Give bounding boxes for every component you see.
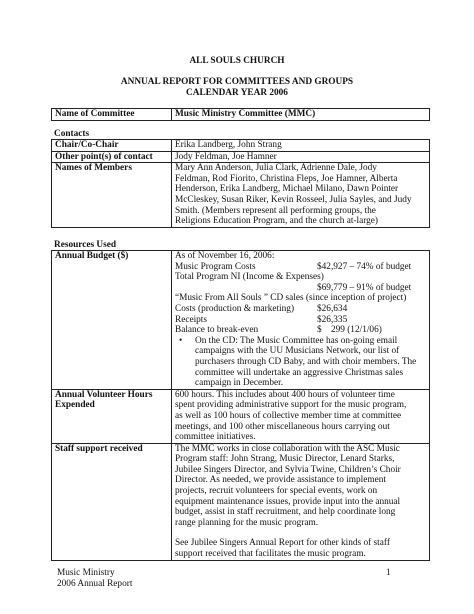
page-number: 1: [386, 568, 391, 578]
chair-label: Chair/Co-Chair: [52, 140, 172, 152]
budget-item: Music Program Costs: [175, 261, 256, 272]
bullet-icon: •: [179, 335, 183, 346]
volunteer-line: 600 hours. This includes about 400 hours of volunteer time: [175, 389, 395, 400]
staff-line: See Jubilee Singers Annual Report for other kinds of staff: [175, 538, 390, 549]
budget-amount: $ 299 (12/1/06): [317, 325, 382, 336]
budget-amount: $69,779 – 91% of budget: [317, 282, 412, 293]
volunteer-line: meetings, and 100 other miscellaneous hours carrying out: [175, 421, 390, 432]
contacts-table: [51, 139, 430, 228]
bullet-line: purchasers through CD Baby, and with choir members. The: [195, 356, 417, 367]
budget-value: [172, 251, 430, 390]
volunteer-line: spent providing administrative support for the music program,: [175, 400, 407, 411]
members-line: McCleskey, Susan Riker, Kevin Rosseel, Julia Sayles, and Judy: [175, 194, 412, 205]
contact-label: Other point(s) of contact: [52, 151, 172, 163]
staff-line: projects, recruit volunteers for special events, work on: [175, 486, 378, 497]
resources-heading: Resources Used: [54, 240, 117, 250]
budget-amount: $26,335: [317, 314, 348, 325]
contacts-heading: Contacts: [54, 129, 90, 139]
members-value: [172, 163, 430, 228]
volunteer-line: committee initiatives.: [175, 432, 256, 443]
budget-item: Costs (production & marketing): [175, 303, 295, 314]
bullet-line: campaign in December.: [195, 378, 284, 389]
volunteer-label: [52, 389, 172, 443]
volunteer-line: as well as 100 hours of collective member time at committee: [175, 410, 402, 421]
staff-value: [172, 443, 430, 560]
staff-line: support received that facilitates the music program.: [175, 549, 366, 560]
staff-line: range planning for the music program.: [175, 517, 319, 528]
committee-value: Music Ministry Committee (MMC): [172, 109, 430, 121]
report-title: ANNUAL REPORT FOR COMMITTEES AND GROUPS: [120, 77, 354, 87]
members-line: Mary Ann Anderson, Julia Clark, Adrienne Dale, Jody: [175, 163, 377, 174]
budget-row: [175, 315, 426, 326]
members-line: Smith. (Members represent all performing groups, the: [175, 205, 376, 216]
volunteer-value: [172, 389, 430, 443]
staff-line: Program staff: John Strang, Music Director, Lenard Starks,: [175, 454, 395, 465]
chair-value: Erika Landberg, John Strang: [172, 140, 430, 152]
budget-row: [175, 262, 426, 273]
volunteer-label-line: Annual Volunteer Hours: [55, 389, 153, 400]
members-label: Names of Members: [52, 163, 172, 228]
bullet-line: committee will undertake an aggressive Christmas sales: [195, 367, 404, 378]
budget-row: [175, 325, 426, 336]
staff-line: equipment maintenance issues, provide input into the annual: [175, 496, 401, 507]
footer-title: Music Ministry: [57, 568, 115, 578]
cd-bullet: [175, 336, 426, 389]
resources-table: [51, 250, 430, 561]
staff-line: Jubilee Singers Director, and Sylvia Twine, Children’s Choir: [175, 464, 401, 475]
budget-amount: $42,927 – 74% of budget: [317, 261, 412, 272]
volunteer-label-line: Expended: [55, 400, 95, 411]
committee-label: Name of Committee: [52, 109, 172, 121]
bullet-line: On the CD: The Music Committee has on-going email: [195, 335, 398, 346]
budget-asof: As of November 16, 2006:: [175, 251, 275, 261]
budget-item: Receipts: [175, 314, 208, 325]
budget-label: Annual Budget ($): [52, 251, 172, 390]
bullet-line: campaigns with the UU Musicians Network, our list of: [195, 346, 400, 357]
committee-table: [51, 108, 430, 121]
budget-row: [175, 304, 426, 315]
members-line: Feldman, Rod Fiorito, Christina Fleps, Joe Hamner, Alberta: [175, 173, 398, 184]
budget-item: Total Program NI (Income & Expenses): [175, 272, 324, 283]
org-name: ALL SOULS CHURCH: [189, 56, 285, 66]
members-line: Henderson, Erika Landberg, Michael Milano, Dawn Pointer: [175, 184, 399, 195]
staff-line: Director. As needed, we provide assistance to implement: [175, 475, 386, 486]
staff-line: The MMC works in close collaboration with the ASC Music: [175, 443, 400, 454]
budget-item: Balance to break-even: [175, 325, 259, 336]
footer-subtitle: 2006 Annual Report: [57, 579, 133, 589]
budget-amount: $26,634: [317, 303, 348, 314]
staff-label: Staff support received: [52, 443, 172, 560]
members-line: Religions Education Program, and the church at-large): [175, 216, 379, 227]
report-year: CALENDAR YEAR 2006: [186, 88, 288, 98]
cd-sales-line: “Music From All Souls ” CD sales (since inception of project): [175, 293, 407, 304]
staff-line: budget, assist in staff recruitment, and help coordinate long: [175, 507, 396, 518]
contact-value: Jody Feldman, Joe Hamner: [172, 151, 430, 163]
